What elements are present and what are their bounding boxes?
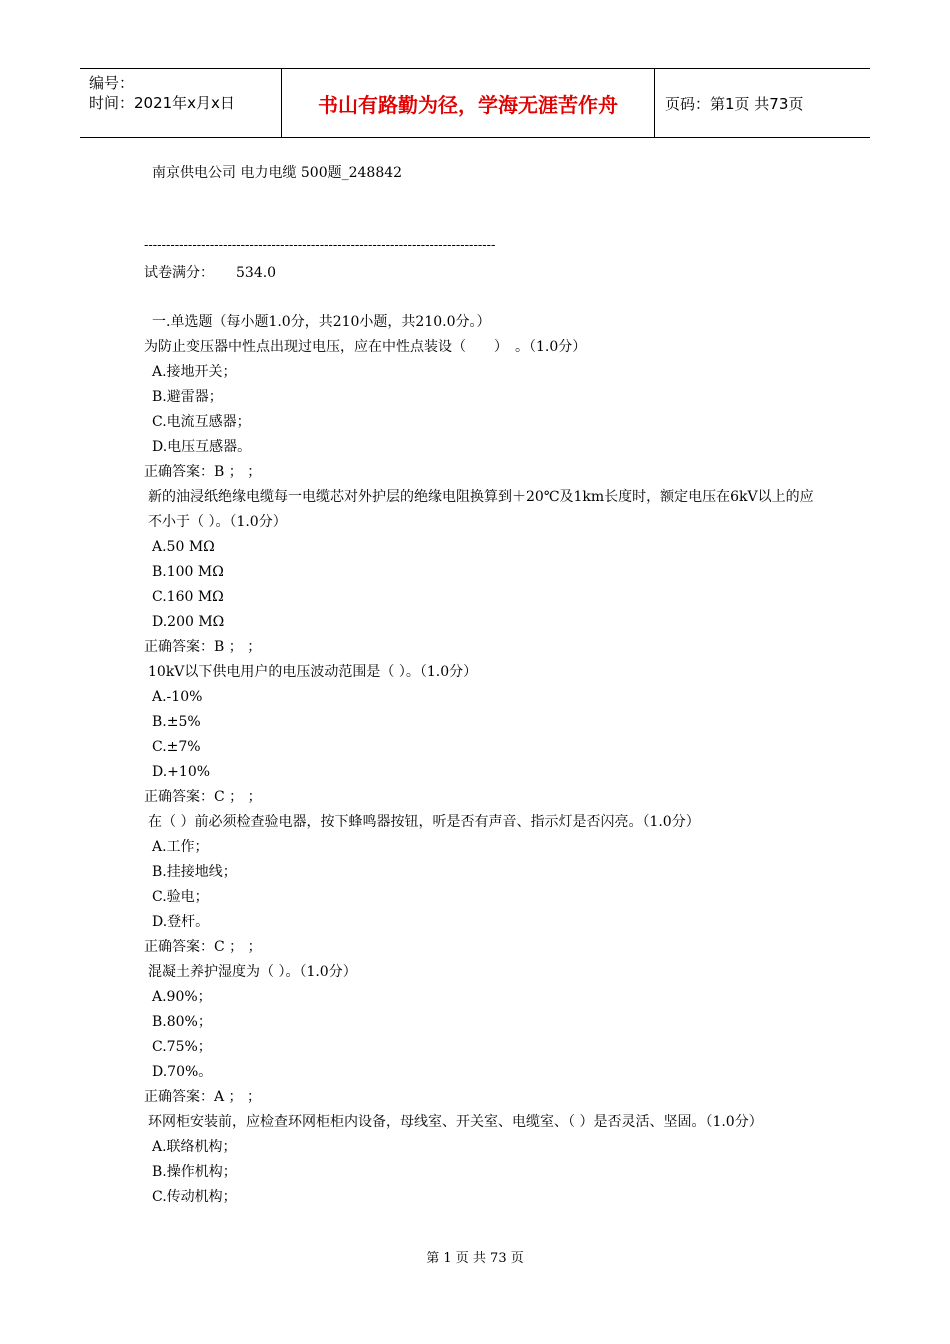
score-value: 534.0 <box>236 265 277 281</box>
header-page-info: 页码：第1页 共73页 <box>665 94 804 113</box>
option: A.接地开关； <box>152 364 237 380</box>
question-text: 混凝土养护湿度为（ ）。（1.0分） <box>148 964 357 980</box>
page-header <box>80 68 870 138</box>
document-title: 南京供电公司 电力电缆 500题_248842 <box>152 165 403 181</box>
option: B.±5% <box>152 714 201 730</box>
option: C.75%； <box>152 1039 212 1055</box>
answer-line: 正确答案：B ； ； <box>144 639 262 655</box>
question-text: 为防止变压器中性点出现过电压，应在中性点装设（ ） 。（1.0分） <box>144 339 587 355</box>
answer-line: 正确答案：C ； ； <box>144 789 262 805</box>
score-line <box>144 262 276 282</box>
option: B.挂接地线； <box>152 864 237 880</box>
answer-line: 正确答案：B ； ； <box>144 464 262 480</box>
question-content <box>144 310 814 1210</box>
section-heading: 一.单选题（每小题1.0分，共210小题，共210.0分。） <box>152 314 491 330</box>
option: A.联络机构； <box>152 1139 237 1155</box>
option: D.200 MΩ <box>152 614 225 630</box>
option: C.±7% <box>152 739 201 755</box>
option: D.登杆。 <box>152 914 210 930</box>
option: D.+10% <box>152 764 211 780</box>
option: C.160 MΩ <box>152 589 224 605</box>
time-label: 时间：2021年x月x日 <box>89 94 235 112</box>
option: D.电压互感器。 <box>152 439 252 455</box>
header-meta <box>80 69 282 137</box>
option: C.电流互感器； <box>152 414 251 430</box>
option: C.传动机构； <box>152 1189 237 1205</box>
answer-line: 正确答案：C ； ； <box>144 939 262 955</box>
answer-line: 正确答案：A ； ； <box>144 1089 262 1105</box>
dashed-divider: -------------------------------------------------------------------------------- <box>144 238 496 253</box>
option: A.-10% <box>152 689 203 705</box>
option: B.操作机构； <box>152 1164 237 1180</box>
question-text: 10kV以下供电用户的电压波动范围是（ ）。（1.0分） <box>148 664 478 680</box>
score-label: 试卷满分： <box>144 265 214 281</box>
header-motto: 书山有路勤为径，学海无涯苦作舟 <box>282 69 655 137</box>
option: B.100 MΩ <box>152 564 224 580</box>
option: A.90%； <box>152 989 212 1005</box>
option: C.验电； <box>152 889 209 905</box>
option: B.避雷器； <box>152 389 223 405</box>
question-text: 环网柜安装前，应检查环网柜柜内设备，母线室、开关室、电缆室、（ ）是否灵活、坚固。（1.0分） <box>148 1114 763 1130</box>
code-label: 编号： <box>89 74 135 92</box>
page-footer: 第 1 页 共 73 页 <box>426 1251 524 1266</box>
question-text: 在（ ）前必须检查验电器，按下蜂鸣器按钮，听是否有声音、指示灯是否闪亮。（1.0分） <box>148 814 700 830</box>
option: A.50 MΩ <box>152 539 215 555</box>
option: B.80%； <box>152 1014 212 1030</box>
option: D.70%。 <box>152 1064 213 1080</box>
question-text: 新的油浸纸绝缘电缆每一电缆芯对外护层的绝缘电阻换算到＋20℃及1km长度时，额定电压在6kV以上的应不小于（ ）。（1.0分） <box>148 489 814 530</box>
option: A.工作； <box>152 839 209 855</box>
